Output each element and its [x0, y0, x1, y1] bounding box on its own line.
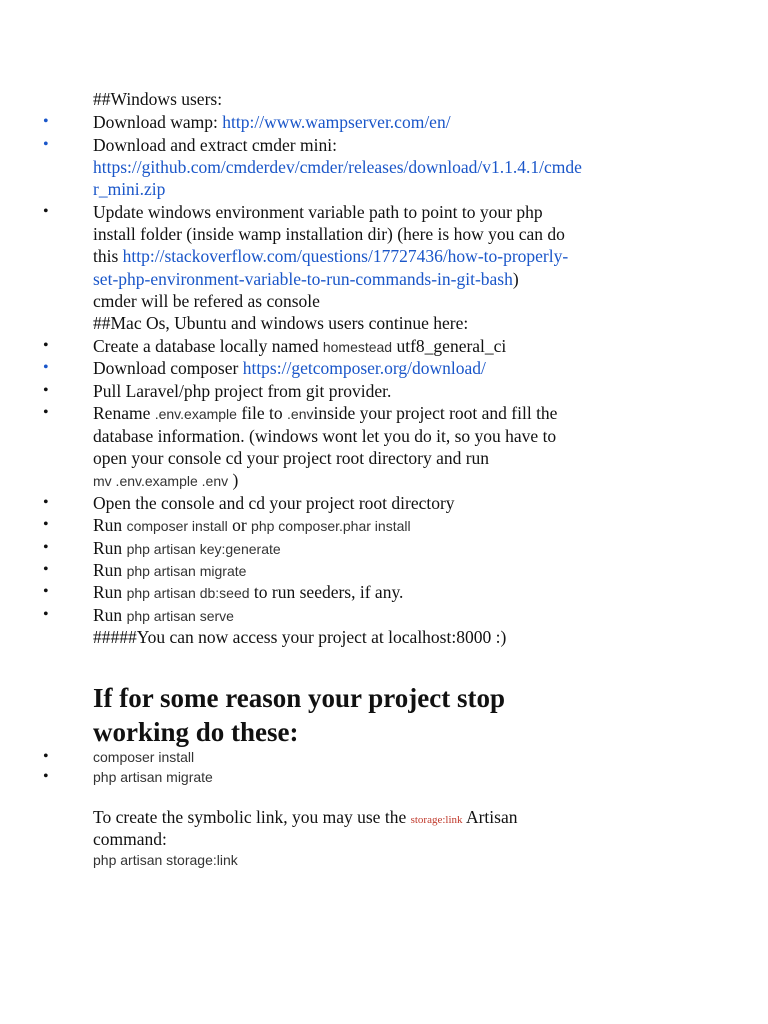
- bullet: •: [43, 203, 49, 220]
- mac-ubuntu-heading: ##Mac Os, Ubuntu and windows users continue here:: [93, 313, 469, 333]
- stackoverflow-link-part2[interactable]: set-php-environment-variable-to-run-commands-in-git-bash: [93, 269, 513, 289]
- mv-command-code: mv .env.example .env: [93, 473, 229, 489]
- run-word: Run: [93, 560, 127, 580]
- db-name-code: homestead: [322, 339, 393, 355]
- bullet: •: [43, 136, 49, 153]
- db-collation: utf8_general_ci: [392, 336, 507, 356]
- bullet: •: [43, 561, 49, 578]
- download-composer-label: Download composer: [93, 358, 243, 378]
- bullet: •: [43, 539, 49, 556]
- download-wamp-label: Download wamp:: [93, 112, 223, 132]
- env-path-close-paren: ): [512, 269, 519, 289]
- download-wamp-item: [93, 111, 693, 133]
- composer-phar-code: php composer.phar install: [251, 518, 411, 534]
- troubleshoot-heading-line2: working do these:: [93, 717, 299, 747]
- cmder-link-part2[interactable]: r_mini.zip: [93, 179, 166, 199]
- env-path-line1: Update windows environment variable path to point to your php: [93, 202, 543, 222]
- run-composer-item: [93, 514, 693, 537]
- symlink-suffix: Artisan: [462, 807, 518, 827]
- env-path-line3: [93, 245, 693, 267]
- key-generate-code: php artisan key:generate: [126, 541, 281, 557]
- run-migrate-item: [93, 559, 693, 582]
- storage-link-code: storage:link: [410, 814, 463, 826]
- create-db-item: [93, 335, 693, 358]
- fix-item: php artisan migrate: [93, 769, 213, 785]
- bullet: •: [43, 382, 49, 399]
- env-path-line4: [93, 268, 693, 290]
- troubleshoot-heading-line1: If for some reason your project stop: [93, 683, 505, 713]
- symlink-prefix: To create the symbolic link, you may use the: [93, 807, 411, 827]
- bullet: •: [43, 494, 49, 511]
- bullet: •: [43, 359, 49, 376]
- rename-prefix: Rename: [93, 403, 155, 423]
- bullet: •: [43, 606, 49, 623]
- bullet: •: [43, 768, 49, 785]
- bullet: •: [43, 516, 49, 533]
- env-code: .env: [287, 406, 314, 422]
- env-path-this: this: [93, 246, 123, 266]
- bullet: •: [43, 113, 49, 130]
- create-db-prefix: Create a database locally named: [93, 336, 323, 356]
- seed-suffix: to run seeders, if any.: [249, 582, 404, 602]
- rename-line1: [93, 402, 693, 425]
- or-word: or: [227, 515, 252, 535]
- env-example-code: .env.example: [154, 406, 237, 422]
- rename-line3: open your console cd your project root directory and run: [93, 448, 490, 468]
- bullet: •: [43, 583, 49, 600]
- composer-link[interactable]: https://getcomposer.org/download/: [242, 358, 486, 378]
- fix-item: composer install: [93, 749, 195, 765]
- bullet: •: [43, 337, 49, 354]
- migrate-code: php artisan migrate: [126, 563, 247, 579]
- run-word: Run: [93, 582, 127, 602]
- mv-close: ): [228, 470, 239, 490]
- run-seed-item: [93, 581, 693, 604]
- composer-install-code: composer install: [126, 518, 228, 534]
- cmder-label: Download and extract cmder mini:: [93, 135, 337, 155]
- download-composer-item: [93, 357, 693, 379]
- stackoverflow-link-part1[interactable]: http://stackoverflow.com/questions/17727436/how-to-properly-: [122, 246, 569, 266]
- rename-mid: file to: [236, 403, 288, 423]
- rename-line4: [93, 469, 693, 492]
- serve-code: php artisan serve: [126, 608, 234, 624]
- bullet: •: [43, 404, 49, 421]
- run-serve-item: [93, 604, 693, 627]
- env-path-line2: install folder (inside wamp installation dir) (here is how you can do: [93, 224, 565, 244]
- symlink-line2: command:: [93, 829, 167, 849]
- run-word: Run: [93, 538, 127, 558]
- rename-line2: database information. (windows wont let you do it, so you have to: [93, 426, 557, 446]
- run-word: Run: [93, 515, 127, 535]
- db-seed-code: php artisan db:seed: [126, 585, 250, 601]
- storage-link-command: php artisan storage:link: [93, 852, 238, 868]
- windows-users-heading: ##Windows users:: [93, 89, 223, 109]
- rename-rest: inside your project root and fill the: [313, 403, 558, 423]
- bullet: •: [43, 748, 49, 765]
- console-note: cmder will be refered as console: [93, 291, 320, 311]
- open-console-item: Open the console and cd your project root directory: [93, 493, 455, 513]
- wamp-link[interactable]: http://www.wampserver.com/en/: [222, 112, 451, 132]
- access-note: #####You can now access your project at localhost:8000 :): [93, 627, 507, 647]
- cmder-link-part1[interactable]: https://github.com/cmderdev/cmder/releases/download/v1.1.4.1/cmde: [93, 157, 582, 177]
- run-key-item: [93, 537, 693, 560]
- pull-project-item: Pull Laravel/php project from git provider.: [93, 381, 392, 401]
- run-word: Run: [93, 605, 127, 625]
